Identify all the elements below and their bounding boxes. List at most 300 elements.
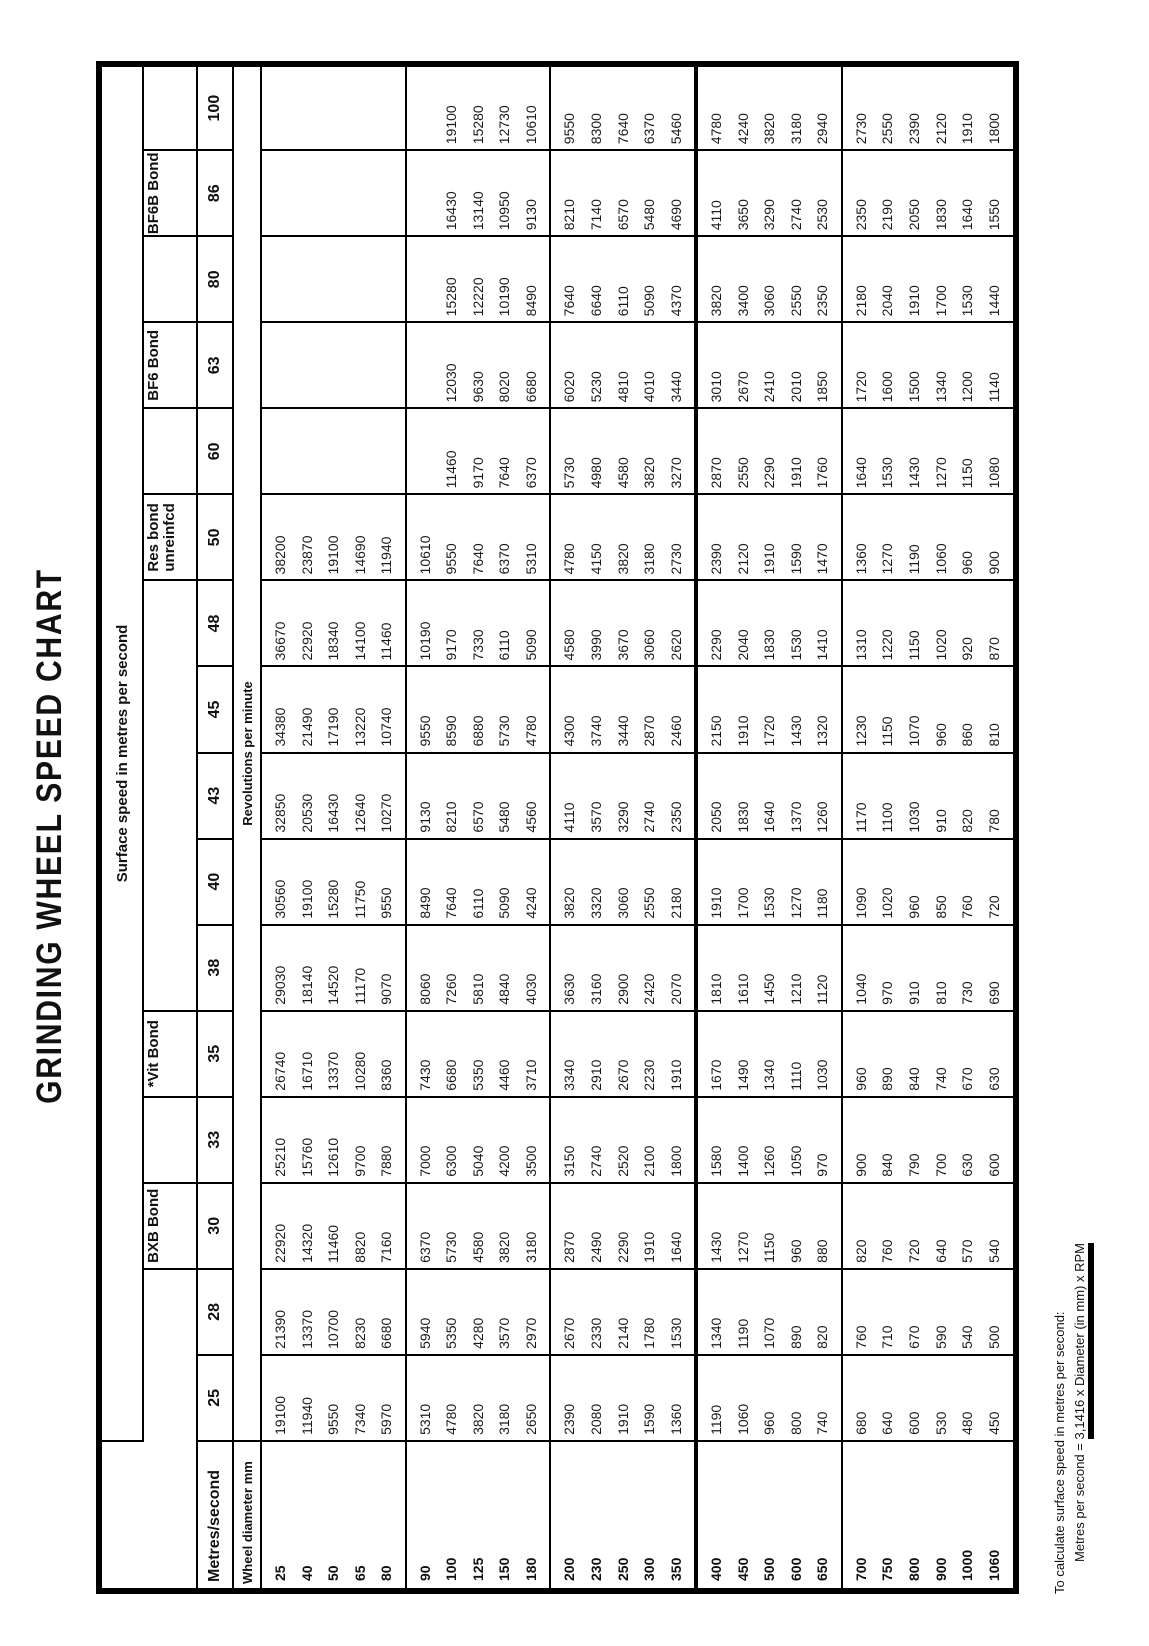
wheel-diameter: 90 — [416, 1565, 433, 1581]
rpm-value: 3180 — [787, 113, 804, 145]
rpm-value: 1910 — [667, 1059, 684, 1091]
rpm-value: 2180 — [852, 285, 869, 317]
speed-header: 48 — [197, 580, 233, 666]
bond-cell — [143, 1355, 197, 1441]
rpm-value: 10280 — [351, 1051, 368, 1091]
rpm-value: 860 — [959, 723, 976, 747]
rpm-column — [406, 322, 551, 408]
wheel-diameter: 650 — [814, 1557, 831, 1581]
rpm-value: 850 — [932, 895, 949, 919]
rpm-value: 6680 — [378, 1317, 395, 1349]
rpm-value: 1910 — [787, 457, 804, 489]
rpm-value: 18140 — [298, 965, 315, 1005]
rpm-value: 1260 — [761, 1145, 778, 1177]
rpm-value: 2410 — [761, 371, 778, 403]
rpm-value: 530 — [932, 1411, 949, 1435]
speed-header: 60 — [197, 408, 233, 494]
rpm-column — [261, 64, 406, 150]
rpm-value: 2670 — [561, 1317, 578, 1349]
rpm-value: 1500 — [905, 371, 922, 403]
rpm-column — [406, 1269, 551, 1355]
rpm-value: 2040 — [879, 285, 896, 317]
rpm-value: 450 — [985, 1411, 1002, 1435]
rpm-value: 9630 — [469, 371, 486, 403]
rpm-value: 2870 — [561, 1231, 578, 1263]
rpm-value: 10700 — [325, 1309, 342, 1349]
rpm-value: 7340 — [351, 1403, 368, 1435]
rpm-value: 970 — [879, 981, 896, 1005]
rpm-value: 21490 — [298, 707, 315, 747]
rpm-column — [261, 1011, 406, 1097]
rpm-column — [842, 580, 1016, 666]
rpm-value: 1850 — [814, 371, 831, 403]
rpm-value: 6110 — [496, 630, 513, 661]
rpm-value: 1910 — [959, 113, 976, 145]
rpm-value: 8490 — [416, 887, 433, 919]
rpm-value: 1720 — [761, 715, 778, 747]
rpm-value: 1700 — [734, 887, 751, 919]
rpm-value: 10740 — [378, 707, 395, 747]
rpm-value: 960 — [787, 1239, 804, 1263]
rpm-value: 2420 — [641, 973, 658, 1005]
rpm-value: 7330 — [469, 629, 486, 661]
wheel-diameter: 100 — [443, 1557, 460, 1581]
rpm-value: 8300 — [587, 113, 604, 145]
rpm-value: 1120 — [814, 974, 831, 1005]
rpm-value: 4240 — [523, 887, 540, 919]
rpm-value: 5230 — [587, 371, 604, 403]
rpm-value: 1800 — [667, 1145, 684, 1177]
rpm-value: 1180 — [814, 888, 831, 919]
rpm-column — [696, 667, 842, 753]
rpm-column — [406, 925, 551, 1011]
bond-cell — [143, 408, 197, 494]
rpm-value: 1270 — [734, 1231, 751, 1263]
rpm-value: 6110 — [614, 286, 631, 317]
rpm-value: 1530 — [879, 457, 896, 489]
rpm-value: 600 — [985, 1153, 1002, 1177]
rpm-value: 2490 — [587, 1231, 604, 1263]
wheel-diameter: 500 — [761, 1557, 778, 1581]
rpm-value: 780 — [985, 809, 1002, 833]
wheel-diameter: 65 — [351, 1565, 368, 1581]
rpm-column — [696, 1183, 842, 1269]
rpm-value: 12730 — [496, 105, 513, 145]
rpm-column — [406, 753, 551, 839]
rpm-value: 5810 — [469, 973, 486, 1005]
rpm-value: 3400 — [734, 285, 751, 317]
rpm-column — [550, 667, 696, 753]
rpm-column — [550, 1011, 696, 1097]
rpm-value: 6570 — [469, 801, 486, 833]
rpm-value: 4840 — [496, 973, 513, 1005]
bond-row-blank — [143, 1441, 197, 1591]
rpm-value: 9550 — [325, 1403, 342, 1435]
rpm-value — [412, 71, 439, 144]
rpm-value: 1530 — [761, 887, 778, 919]
rpm-value: 3740 — [587, 715, 604, 747]
rpm-value: 590 — [932, 1325, 949, 1349]
rpm-value: 5090 — [496, 887, 513, 919]
rpm-value: 4690 — [667, 199, 684, 231]
rpm-value: 2070 — [667, 973, 684, 1005]
rpm-value: 3290 — [761, 199, 778, 231]
rpm-value: 1340 — [932, 371, 949, 403]
rpm-value: 1440 — [985, 285, 1002, 317]
rpm-value: 13370 — [298, 1309, 315, 1349]
bond-cell — [143, 236, 197, 322]
rpm-value: 5970 — [378, 1403, 395, 1435]
rpm-value: 12030 — [443, 363, 460, 403]
rpm-value: 760 — [879, 1239, 896, 1263]
speed-header: 35 — [197, 1011, 233, 1097]
rpm-value: 2050 — [905, 199, 922, 231]
rpm-value: 2670 — [614, 1059, 631, 1091]
rpm-value: 4580 — [614, 457, 631, 489]
rpm-column — [261, 667, 406, 753]
rpm-column — [406, 64, 551, 150]
rpm-value: 570 — [959, 1239, 976, 1263]
rpm-value: 1030 — [814, 1059, 831, 1091]
rpm-value: 1640 — [959, 199, 976, 231]
rpm-value: 9170 — [443, 629, 460, 661]
rpm-column — [261, 1183, 406, 1269]
rpm-column — [842, 322, 1016, 408]
rpm-value: 6640 — [587, 285, 604, 317]
rpm-value: 1530 — [959, 285, 976, 317]
rpm-value: 1150 — [905, 630, 922, 661]
table-row — [406, 64, 551, 1591]
rpm-column — [842, 925, 1016, 1011]
rpm-value: 4780 — [708, 113, 725, 145]
rpm-value: 1910 — [641, 1231, 658, 1263]
rpm-column — [550, 753, 696, 839]
rpm-value: 740 — [932, 1067, 949, 1091]
wheel-diameter: 25 — [272, 1565, 288, 1581]
bond-cell — [143, 580, 197, 666]
rpm-value: 4150 — [587, 543, 604, 575]
row-diameters — [696, 1441, 842, 1591]
rpm-value: 1530 — [787, 629, 804, 661]
rpm-column — [842, 236, 1016, 322]
wheel-diameter: 250 — [614, 1557, 631, 1581]
rpm-value: 5940 — [416, 1317, 433, 1349]
speed-header: 86 — [197, 150, 233, 236]
rpm-value: 2350 — [667, 801, 684, 833]
rpm-value: 540 — [985, 1239, 1002, 1263]
rpm-value: 5730 — [443, 1231, 460, 1263]
rpm-value: 8820 — [351, 1231, 368, 1263]
rpm-value: 720 — [985, 895, 1002, 919]
rpm-column — [261, 839, 406, 925]
rpm-value: 6300 — [443, 1145, 460, 1177]
rpm-value: 12640 — [351, 793, 368, 833]
rpm-value: 34380 — [272, 707, 288, 747]
speed-table — [96, 61, 1019, 1594]
rpm-value: 7430 — [416, 1059, 433, 1091]
rpm-value: 730 — [959, 981, 976, 1005]
wheel-diameter: 180 — [523, 1557, 540, 1581]
rpm-column — [696, 1011, 842, 1097]
speed-header: 100 — [197, 64, 233, 150]
rpm-value: 7000 — [416, 1145, 433, 1177]
rpm-value: 14690 — [351, 535, 368, 575]
rpm-value: 2530 — [814, 199, 831, 231]
rpm-value: 1430 — [787, 715, 804, 747]
rpm-column — [550, 494, 696, 580]
rpm-column — [696, 925, 842, 1011]
rpm-value: 1640 — [852, 457, 869, 489]
rpm-value: 5350 — [469, 1059, 486, 1091]
rpm-value: 3060 — [761, 285, 778, 317]
bond-label: BF6B Bond — [143, 150, 197, 236]
bond-label: Res bond unreinfcd — [143, 494, 197, 580]
wheel-diameter: 125 — [469, 1557, 486, 1581]
rpm-value: 5310 — [416, 1403, 433, 1435]
rpm-column — [696, 236, 842, 322]
bond-cell — [143, 667, 197, 753]
rpm-value: 3320 — [587, 887, 604, 919]
rpm-value: 820 — [959, 809, 976, 833]
rpm-value: 2870 — [708, 457, 725, 489]
rpm-value: 630 — [985, 1067, 1002, 1091]
rpm-value: 9170 — [469, 457, 486, 489]
rpm-value: 960 — [761, 1411, 778, 1435]
row-diameters — [550, 1441, 696, 1591]
rpm-value: 800 — [787, 1411, 804, 1435]
rpm-value: 4560 — [523, 801, 540, 833]
rpm-value: 3650 — [734, 199, 751, 231]
row-diameters — [406, 1441, 551, 1591]
wheel-diameter: 700 — [852, 1557, 869, 1581]
rpm-value: 1400 — [734, 1145, 751, 1177]
rpm-value: 2100 — [641, 1145, 658, 1177]
rpm-column — [406, 667, 551, 753]
rpm-value: 2550 — [787, 285, 804, 317]
rpm-value: 2730 — [852, 113, 869, 145]
rpm-value: 6370 — [641, 113, 658, 145]
speed-header: 43 — [197, 753, 233, 839]
rpm-value: 18340 — [325, 621, 342, 661]
rpm-value: 890 — [787, 1325, 804, 1349]
rpm-value: 2740 — [641, 801, 658, 833]
rpm-value: 880 — [814, 1239, 831, 1263]
rpm-value: 2140 — [614, 1317, 631, 1349]
speed-header: 33 — [197, 1097, 233, 1183]
rpm-column — [406, 236, 551, 322]
rpm-value: 1140 — [985, 372, 1002, 403]
rpm-value: 600 — [905, 1411, 922, 1435]
bond-cell — [143, 64, 197, 150]
rpm-value: 1610 — [734, 973, 751, 1005]
table-row — [696, 64, 842, 1591]
rpm-column — [842, 667, 1016, 753]
rpm-value: 1450 — [761, 973, 778, 1005]
rpm-value: 14520 — [325, 965, 342, 1005]
rpm-column — [696, 408, 842, 494]
rpm-value: 4200 — [496, 1145, 513, 1177]
wheel-diameter: 1000 — [959, 1549, 976, 1581]
rpm-column — [842, 839, 1016, 925]
rpm-value: 540 — [959, 1325, 976, 1349]
rpm-value: 1150 — [761, 1232, 778, 1263]
rpm-value: 9700 — [351, 1145, 368, 1177]
rpm-column — [842, 1355, 1016, 1441]
rpm-value: 4810 — [614, 371, 631, 403]
corner-blank — [99, 1441, 143, 1591]
rpm-value: 5730 — [561, 457, 578, 489]
rpm-value: 2550 — [641, 887, 658, 919]
rpm-value: 3440 — [614, 715, 631, 747]
row-diameters — [261, 1441, 406, 1591]
rpm-value: 1550 — [985, 199, 1002, 231]
rpm-value: 2190 — [879, 199, 896, 231]
rpm-value: 900 — [852, 1153, 869, 1177]
rpm-value: 3990 — [587, 629, 604, 661]
rpm-value: 1040 — [852, 973, 869, 1005]
rpm-column — [696, 64, 842, 150]
rpm-value: 1720 — [852, 371, 869, 403]
rpm-value: 910 — [932, 809, 949, 833]
rpm-value: 3180 — [523, 1231, 540, 1263]
rpm-column — [261, 1269, 406, 1355]
rpm-value: 11750 — [351, 880, 368, 919]
rpm-value: 5730 — [496, 715, 513, 747]
wheel-diameter-label: Wheel diameter mm — [233, 1441, 261, 1591]
rpm-value: 2290 — [614, 1231, 631, 1263]
rpm-value: 22920 — [298, 621, 315, 661]
rpm-value: 6020 — [561, 371, 578, 403]
rpm-value: 480 — [959, 1411, 976, 1435]
rpm-value: 3570 — [496, 1317, 513, 1349]
rpm-value: 2390 — [561, 1403, 578, 1435]
rpm-value: 5350 — [443, 1317, 460, 1349]
rpm-column — [406, 408, 551, 494]
rpm-value: 1910 — [761, 543, 778, 575]
rpm-value: 16430 — [325, 793, 342, 833]
rpm-value: 1830 — [734, 801, 751, 833]
rpm-column — [406, 839, 551, 925]
rpm-value: 1070 — [905, 715, 922, 747]
rpm-value: 8590 — [443, 715, 460, 747]
rpm-value: 2550 — [879, 113, 896, 145]
rpm-value: 8210 — [561, 199, 578, 231]
rpm-value: 2120 — [734, 543, 751, 575]
wheel-diameter: 40 — [298, 1565, 315, 1581]
bond-cell — [143, 925, 197, 1011]
rpm-column — [550, 1097, 696, 1183]
rpm-value: 2390 — [905, 113, 922, 145]
rpm-column — [406, 150, 551, 236]
rpm-value: 29030 — [272, 965, 288, 1005]
rpm-value: 4460 — [496, 1059, 513, 1091]
rpm-value: 2900 — [614, 973, 631, 1005]
rpm-column — [842, 1011, 1016, 1097]
speed-header: 38 — [197, 925, 233, 1011]
rpm-value: 38200 — [272, 535, 288, 575]
rpm-column — [261, 580, 406, 666]
rpm-value: 25210 — [272, 1137, 288, 1177]
rpm-value: 1910 — [614, 1403, 631, 1435]
rpm-value: 790 — [905, 1153, 922, 1177]
wheel-diameter: 600 — [787, 1557, 804, 1581]
rpm-value: 2740 — [787, 199, 804, 231]
rpm-column — [261, 753, 406, 839]
table-row — [842, 64, 1016, 1591]
rpm-value: 2910 — [587, 1059, 604, 1091]
rpm-value: 1260 — [814, 801, 831, 833]
rpm-value: 1810 — [708, 973, 725, 1005]
rpm-value: 3820 — [761, 113, 778, 145]
rpm-value: 32850 — [272, 793, 288, 833]
rpm-value: 11940 — [378, 536, 395, 575]
rpm-value: 2290 — [708, 629, 725, 661]
rpm-column — [550, 322, 696, 408]
rpm-value: 19100 — [325, 535, 342, 575]
rpm-value — [412, 327, 439, 402]
rpm-value: 2290 — [761, 457, 778, 489]
rpm-column — [696, 580, 842, 666]
footer-line-1: To calculate surface speed in metres per second: — [1052, 1311, 1067, 1594]
rpm-value: 3820 — [496, 1231, 513, 1263]
revolutions-label: Revolutions per minute — [233, 64, 261, 1441]
rpm-column — [550, 1355, 696, 1441]
rpm-value: 9070 — [378, 973, 395, 1005]
rpm-value: 4110 — [561, 802, 578, 833]
rpm-value: 5480 — [641, 199, 658, 231]
rpm-value: 3630 — [561, 973, 578, 1005]
rpm-value: 30560 — [272, 879, 288, 919]
rpm-value: 1270 — [787, 887, 804, 919]
rpm-value: 820 — [814, 1325, 831, 1349]
rpm-value: 3060 — [614, 887, 631, 919]
table-row — [550, 64, 696, 1591]
rpm-value: 1150 — [959, 458, 976, 489]
rpm-column — [550, 925, 696, 1011]
bond-label: BXB Bond — [143, 1183, 197, 1269]
rpm-value: 1110 — [787, 1061, 804, 1091]
rpm-value: 810 — [932, 981, 949, 1005]
rpm-column — [550, 236, 696, 322]
rpm-value: 960 — [905, 895, 922, 919]
rpm-value: 11460 — [378, 622, 395, 661]
rpm-value: 1360 — [852, 543, 869, 575]
rpm-value: 9550 — [378, 887, 395, 919]
rpm-column — [550, 150, 696, 236]
rpm-column — [406, 1183, 551, 1269]
rpm-value: 3820 — [708, 285, 725, 317]
rpm-value: 1200 — [959, 371, 976, 403]
formula: 3,1416 x Diameter (in mm) x RPM — [1072, 1243, 1094, 1440]
rpm-value: 9550 — [443, 543, 460, 575]
rpm-column — [550, 1269, 696, 1355]
rpm-column — [696, 322, 842, 408]
rpm-value: 640 — [879, 1411, 896, 1435]
rpm-value: 740 — [814, 1411, 831, 1435]
surface-speed-label: Surface speed in metres per second — [99, 64, 143, 1441]
rpm-value: 5090 — [523, 629, 540, 661]
rpm-value: 17190 — [325, 707, 342, 747]
rpm-value: 3820 — [561, 887, 578, 919]
rpm-column — [406, 1011, 551, 1097]
rpm-column — [550, 839, 696, 925]
rpm-value: 2730 — [667, 543, 684, 575]
bond-cell — [143, 1269, 197, 1355]
rpm-value: 3820 — [614, 543, 631, 575]
wheel-diameter: 80 — [378, 1565, 395, 1581]
rpm-value: 1530 — [667, 1317, 684, 1349]
wheel-diameter: 750 — [879, 1557, 896, 1581]
